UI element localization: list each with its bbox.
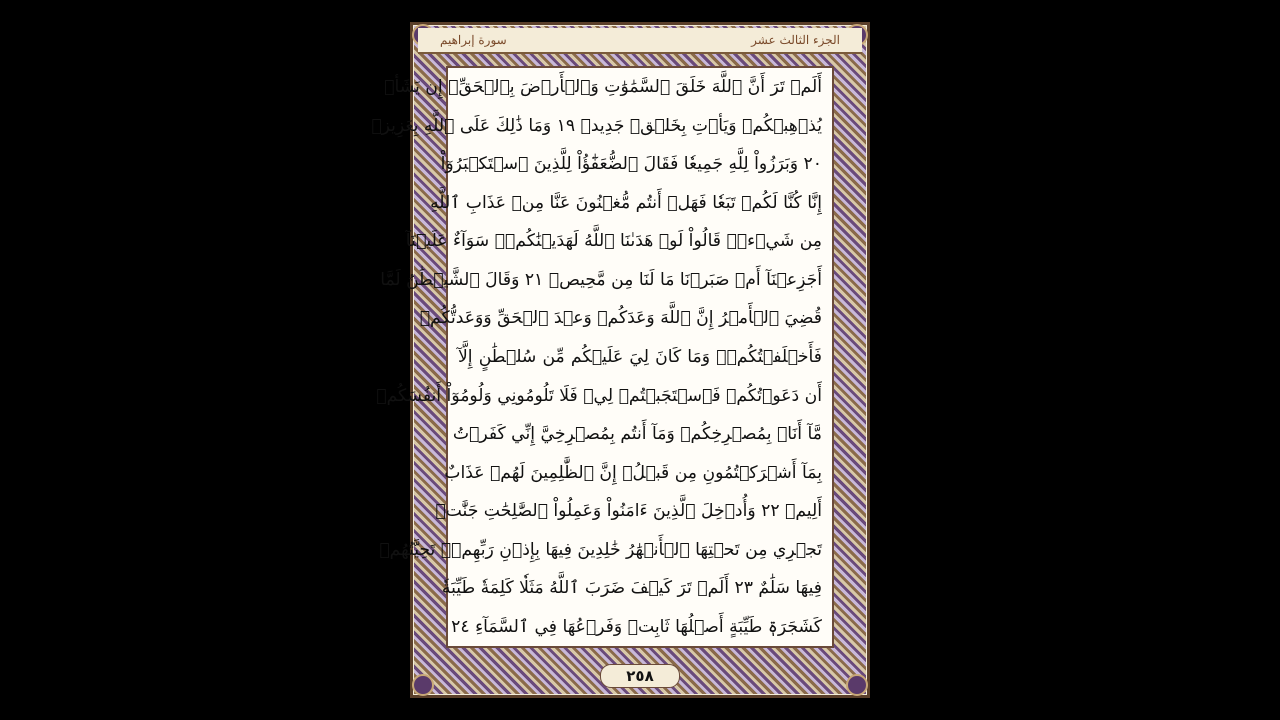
text-area <box>371 66 834 648</box>
text-line: أَلِيمٞ ٢٢ وَأُدۡخِلَ ٱلَّذِينَ ءَامَنُواْ وَعَمِلُواْ ٱلصَّٰلِحَٰتِ جَنَّٰتٖ <box>435 501 822 522</box>
text-line: قُضِيَ ٱلۡأَمۡرُ إِنَّ ٱللَّهَ وَعَدَكُمۡ وَعۡدَ ٱلۡحَقِّ وَوَعَدتُّكُمۡ <box>419 308 822 329</box>
text-line: فِيهَا سَلَٰمٌ ٢٣ أَلَمۡ تَرَ كَيۡفَ ضَرَبَ ٱللَّهُ مَثَلٗا كَلِمَةٗ طَيِّبَةٗ <box>441 578 822 599</box>
text-line: أَلَمۡ تَرَ أَنَّ ٱللَّهَ خَلَقَ ٱلسَّمَٰوَٰتِ وَٱلۡأَرۡضَ بِٱلۡحَقِّۚ إِن يَشَأۡ <box>384 77 822 97</box>
text-line: كَشَجَرَةٖ طَيِّبَةٍ أَصۡلُهَا ثَابِتٞ وَفَرۡعُهَا فِي ٱلسَّمَآءِ ٢٤ <box>451 616 822 637</box>
text-line: ٢٠ وَبَرَزُواْ لِلَّهِ جَمِيعٗا فَقَالَ ٱلضُّعَفَٰٓؤُاْ لِلَّذِينَ ٱسۡتَكۡبَرُوٓاْ <box>440 154 822 175</box>
juz-name: الجزء الثالث عشر <box>751 33 840 47</box>
page-header <box>418 28 862 54</box>
text-line: مِن شَيۡءٖۚ قَالُواْ لَوۡ هَدَىٰنَا ٱللَّهُ لَهَدَيۡنَٰكُمۡۖ سَوَآءٌ عَلَيۡنَآ <box>405 231 822 252</box>
text-line: مَّآ أَنَا۠ بِمُصۡرِخِكُمۡ وَمَآ أَنتُم بِمُصۡرِخِيَّ إِنِّي كَفَرۡتُ <box>452 424 822 445</box>
text-line: تَجۡرِي مِن تَحۡتِهَا ٱلۡأَنۡهَٰرُ خَٰلِدِينَ فِيهَا بِإِذۡنِ رَبِّهِمۡۖ تَحِيَّتُهُمۡ <box>379 539 822 560</box>
surah-name: سورة إبراهيم <box>440 33 507 47</box>
text-line: فَأَخۡلَفۡتُكُمۡۖ وَمَا كَانَ لِيَ عَلَيۡكُم مِّن سُلۡطَٰنٍ إِلَّآ <box>458 346 822 367</box>
text-line: أَن دَعَوۡتُكُمۡ فَٱسۡتَجَبۡتُمۡ لِيۖ فَلَا تَلُومُونِي وَلُومُوٓاْ أَنفُسَكُمۖ <box>376 385 822 406</box>
text-line: يُذۡهِبۡكُمۡ وَيَأۡتِ بِخَلۡقٖ جَدِيدٖ ١٩ وَمَا ذَٰلِكَ عَلَى ٱللَّهِ بِعَزِيزٖ <box>371 115 822 136</box>
page-footer <box>410 664 870 688</box>
mushaf-page <box>371 22 870 698</box>
page-number: ٢٥٨ <box>600 664 680 688</box>
text-line: إِنَّا كُنَّا لَكُمۡ تَبَعٗا فَهَلۡ أَنتُم مُّغۡنُونَ عَنَّا مِنۡ عَذَابِ ٱللَّهِ <box>430 192 822 213</box>
text-line: أَجَزِعۡنَآ أَمۡ صَبَرۡنَا مَا لَنَا مِن مَّحِيصٖ ٢١ وَقَالَ ٱلشَّيۡطَٰنُ لَمَّا <box>380 269 822 290</box>
text-line: بِمَآ أَشۡرَكۡتُمُونِ مِن قَبۡلُۗ إِنَّ ٱلظَّٰلِمِينَ لَهُمۡ عَذَابٌ <box>444 462 822 483</box>
